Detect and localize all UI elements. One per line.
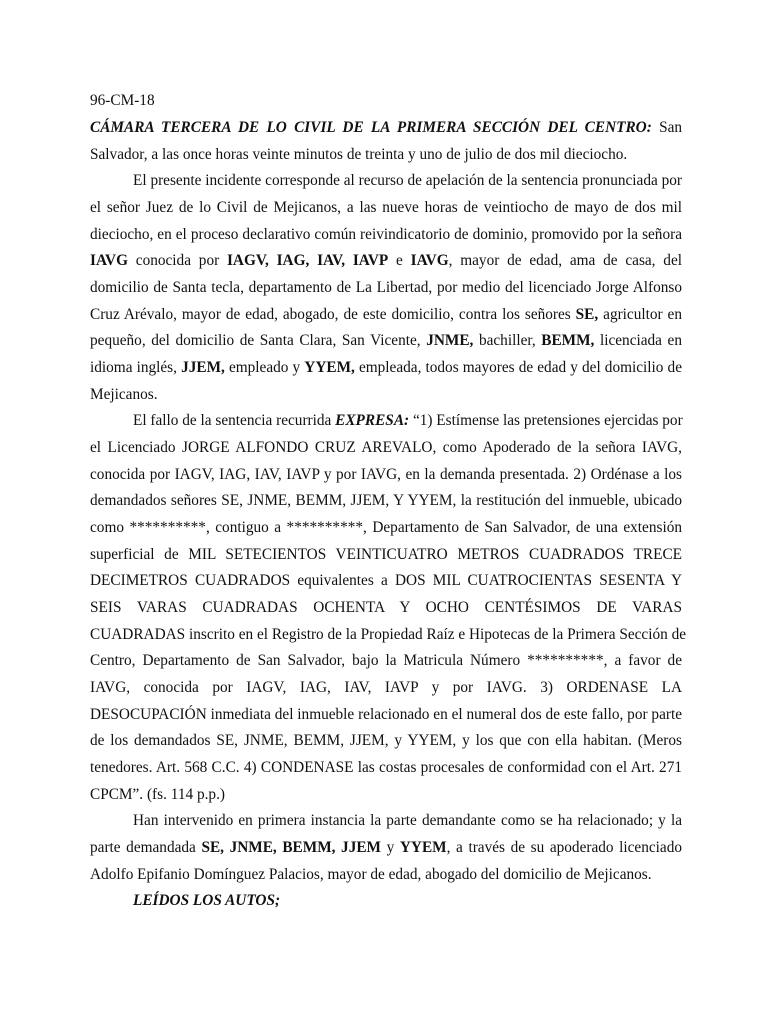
- text-run: idioma inglés,: [90, 359, 182, 376]
- p2-line-10: Centro, Departamento de San Salvador, bajo la Matricula Número **********, a favor de: [90, 652, 682, 669]
- p1-line-1: El presente incidente corresponde al recurso de apelación de la sentencia pronunciada por: [133, 172, 682, 189]
- p2-line-2: el Licenciado JORGE ALFONDO CRUZ AREVALO, como Apoderado de la señora IAVG,: [90, 439, 682, 456]
- closing-heading: LEÍDOS LOS AUTOS;: [133, 892, 281, 909]
- text-run: e: [388, 252, 411, 269]
- text-run: bachiller,: [473, 332, 542, 349]
- p2-line-14: tenedores. Art. 568 C.C. 4) CONDENASE las costas procesales de conformidad con el Art. 271: [90, 759, 682, 776]
- court-name: CÁMARA TERCERA DE LO CIVIL DE LA PRIMERA SECCIÓN DEL CENTRO:: [90, 119, 652, 136]
- text-run: Cruz Arévalo, mayor de edad, abogado, de este domicilio, contra los señores: [90, 306, 576, 323]
- p1-line-7: [90, 332, 682, 350]
- text-run: “1) Estímense las pretensiones ejercidas por: [409, 412, 683, 429]
- p2-line-1: [133, 412, 682, 430]
- p1-line-8: [90, 359, 682, 377]
- text-run: empleado y: [224, 359, 305, 376]
- p2-line-15: CPCM”. (fs. 114 p.p.): [90, 786, 225, 803]
- p2-line-7: DECIMETROS CUADRADOS equivalentes a DOS MIL CUATROCIENTAS SESENTA Y: [90, 572, 682, 589]
- heading-line-1: [90, 119, 682, 137]
- p2-line-13: de los demandados SE, JNME, BEMM, JJEM, y YYEM, y los que con ella habitan. (Meros: [90, 732, 682, 749]
- p3-line-2: [90, 839, 682, 857]
- heading-place-start: San: [659, 119, 683, 136]
- party-alias: IAVG: [410, 252, 449, 269]
- file-number: 96-CM-18: [90, 92, 155, 109]
- party-names: SE, JNME, BEMM, JJEM: [201, 839, 381, 856]
- p2-line-6: superficial de MIL SETECIENTOS VEINTICUATRO METROS CUADRADOS TRECE: [90, 546, 682, 563]
- heading-date-line: Salvador, a las once horas veinte minutos de treinta y uno de julio de dos mil dieciocho.: [90, 146, 628, 163]
- p2-line-3: conocida por IAGV, IAG, IAV, IAVP y por IAVG, en la demanda presentada. 2) Ordénase a los: [90, 466, 682, 483]
- party-name: YYEM,: [304, 359, 355, 376]
- party-name: IAVG: [90, 252, 128, 269]
- party-name: BEMM,: [541, 332, 595, 349]
- text-run: parte demandada: [90, 839, 202, 856]
- expresa-label: EXPRESA:: [335, 412, 410, 429]
- p1-line-6: [90, 306, 682, 324]
- p2-line-12: DESOCUPACIÓN inmediata del inmueble relacionado en el numeral dos de este fallo, por parte: [90, 706, 682, 723]
- p1-line-2: el señor Juez de lo Civil de Mejicanos, a las nueve horas de veintiocho de mayo de dos mil: [90, 199, 682, 216]
- p1-line-5: domicilio de Santa tecla, departamento de La Libertad, por medio del licenciado Jorge Alfonso: [90, 279, 682, 296]
- party-aliases: IAGV, IAG, IAV, IAVP: [226, 252, 389, 269]
- p2-line-11: IAVG, conocida por IAGV, IAG, IAV, IAVP y por IAVG. 3) ORDENASE LA: [90, 679, 682, 696]
- p3-line-1: Han intervenido en primera instancia la parte demandante como se ha relacionado; y la: [133, 812, 682, 829]
- p1-line-9: Mejicanos.: [90, 386, 158, 403]
- p2-line-9: CUADRADAS inscrito en el Registro de la Propiedad Raíz e Hipotecas de la Primera Sección de: [90, 626, 687, 643]
- party-name: YYEM: [399, 839, 447, 856]
- p2-line-4: demandados señores SE, JNME, BEMM, JJEM, Y YYEM, la restitución del inmueble, ubicado: [90, 492, 682, 509]
- text-run: y: [381, 839, 400, 856]
- text-run: conocida por: [127, 252, 227, 269]
- text-run: licenciada en: [594, 332, 682, 349]
- p2-line-8: SEIS VARAS CUADRADAS OCHENTA Y OCHO CENTÉSIMOS DE VARAS: [90, 599, 682, 616]
- p2-line-5: como **********, contiguo a **********, Departamento de San Salvador, de una extensión: [90, 519, 682, 536]
- text-run: , a través de su apoderado licenciado: [446, 839, 683, 856]
- p3-line-3: Adolfo Epifanio Domínguez Palacios, mayor de edad, abogado del domicilio de Mejicanos.: [90, 866, 652, 883]
- party-name: SE,: [575, 306, 599, 323]
- text-run: empleada, todos mayores de edad y del domicilio de: [354, 359, 682, 376]
- p1-line-4: [90, 252, 682, 270]
- text-run: El fallo de la sentencia recurrida: [133, 412, 336, 429]
- text-run: agricultor en: [598, 306, 682, 323]
- text-run: pequeño, del domicilio de Santa Clara, San Vicente,: [90, 332, 427, 349]
- party-name: JNME,: [426, 332, 474, 349]
- party-name: JJEM,: [181, 359, 225, 376]
- p1-line-3: dieciocho, en el proceso declarativo común reivindicatorio de dominio, promovido por la señora: [90, 226, 682, 243]
- text-run: , mayor de edad, ama de casa, del: [448, 252, 682, 269]
